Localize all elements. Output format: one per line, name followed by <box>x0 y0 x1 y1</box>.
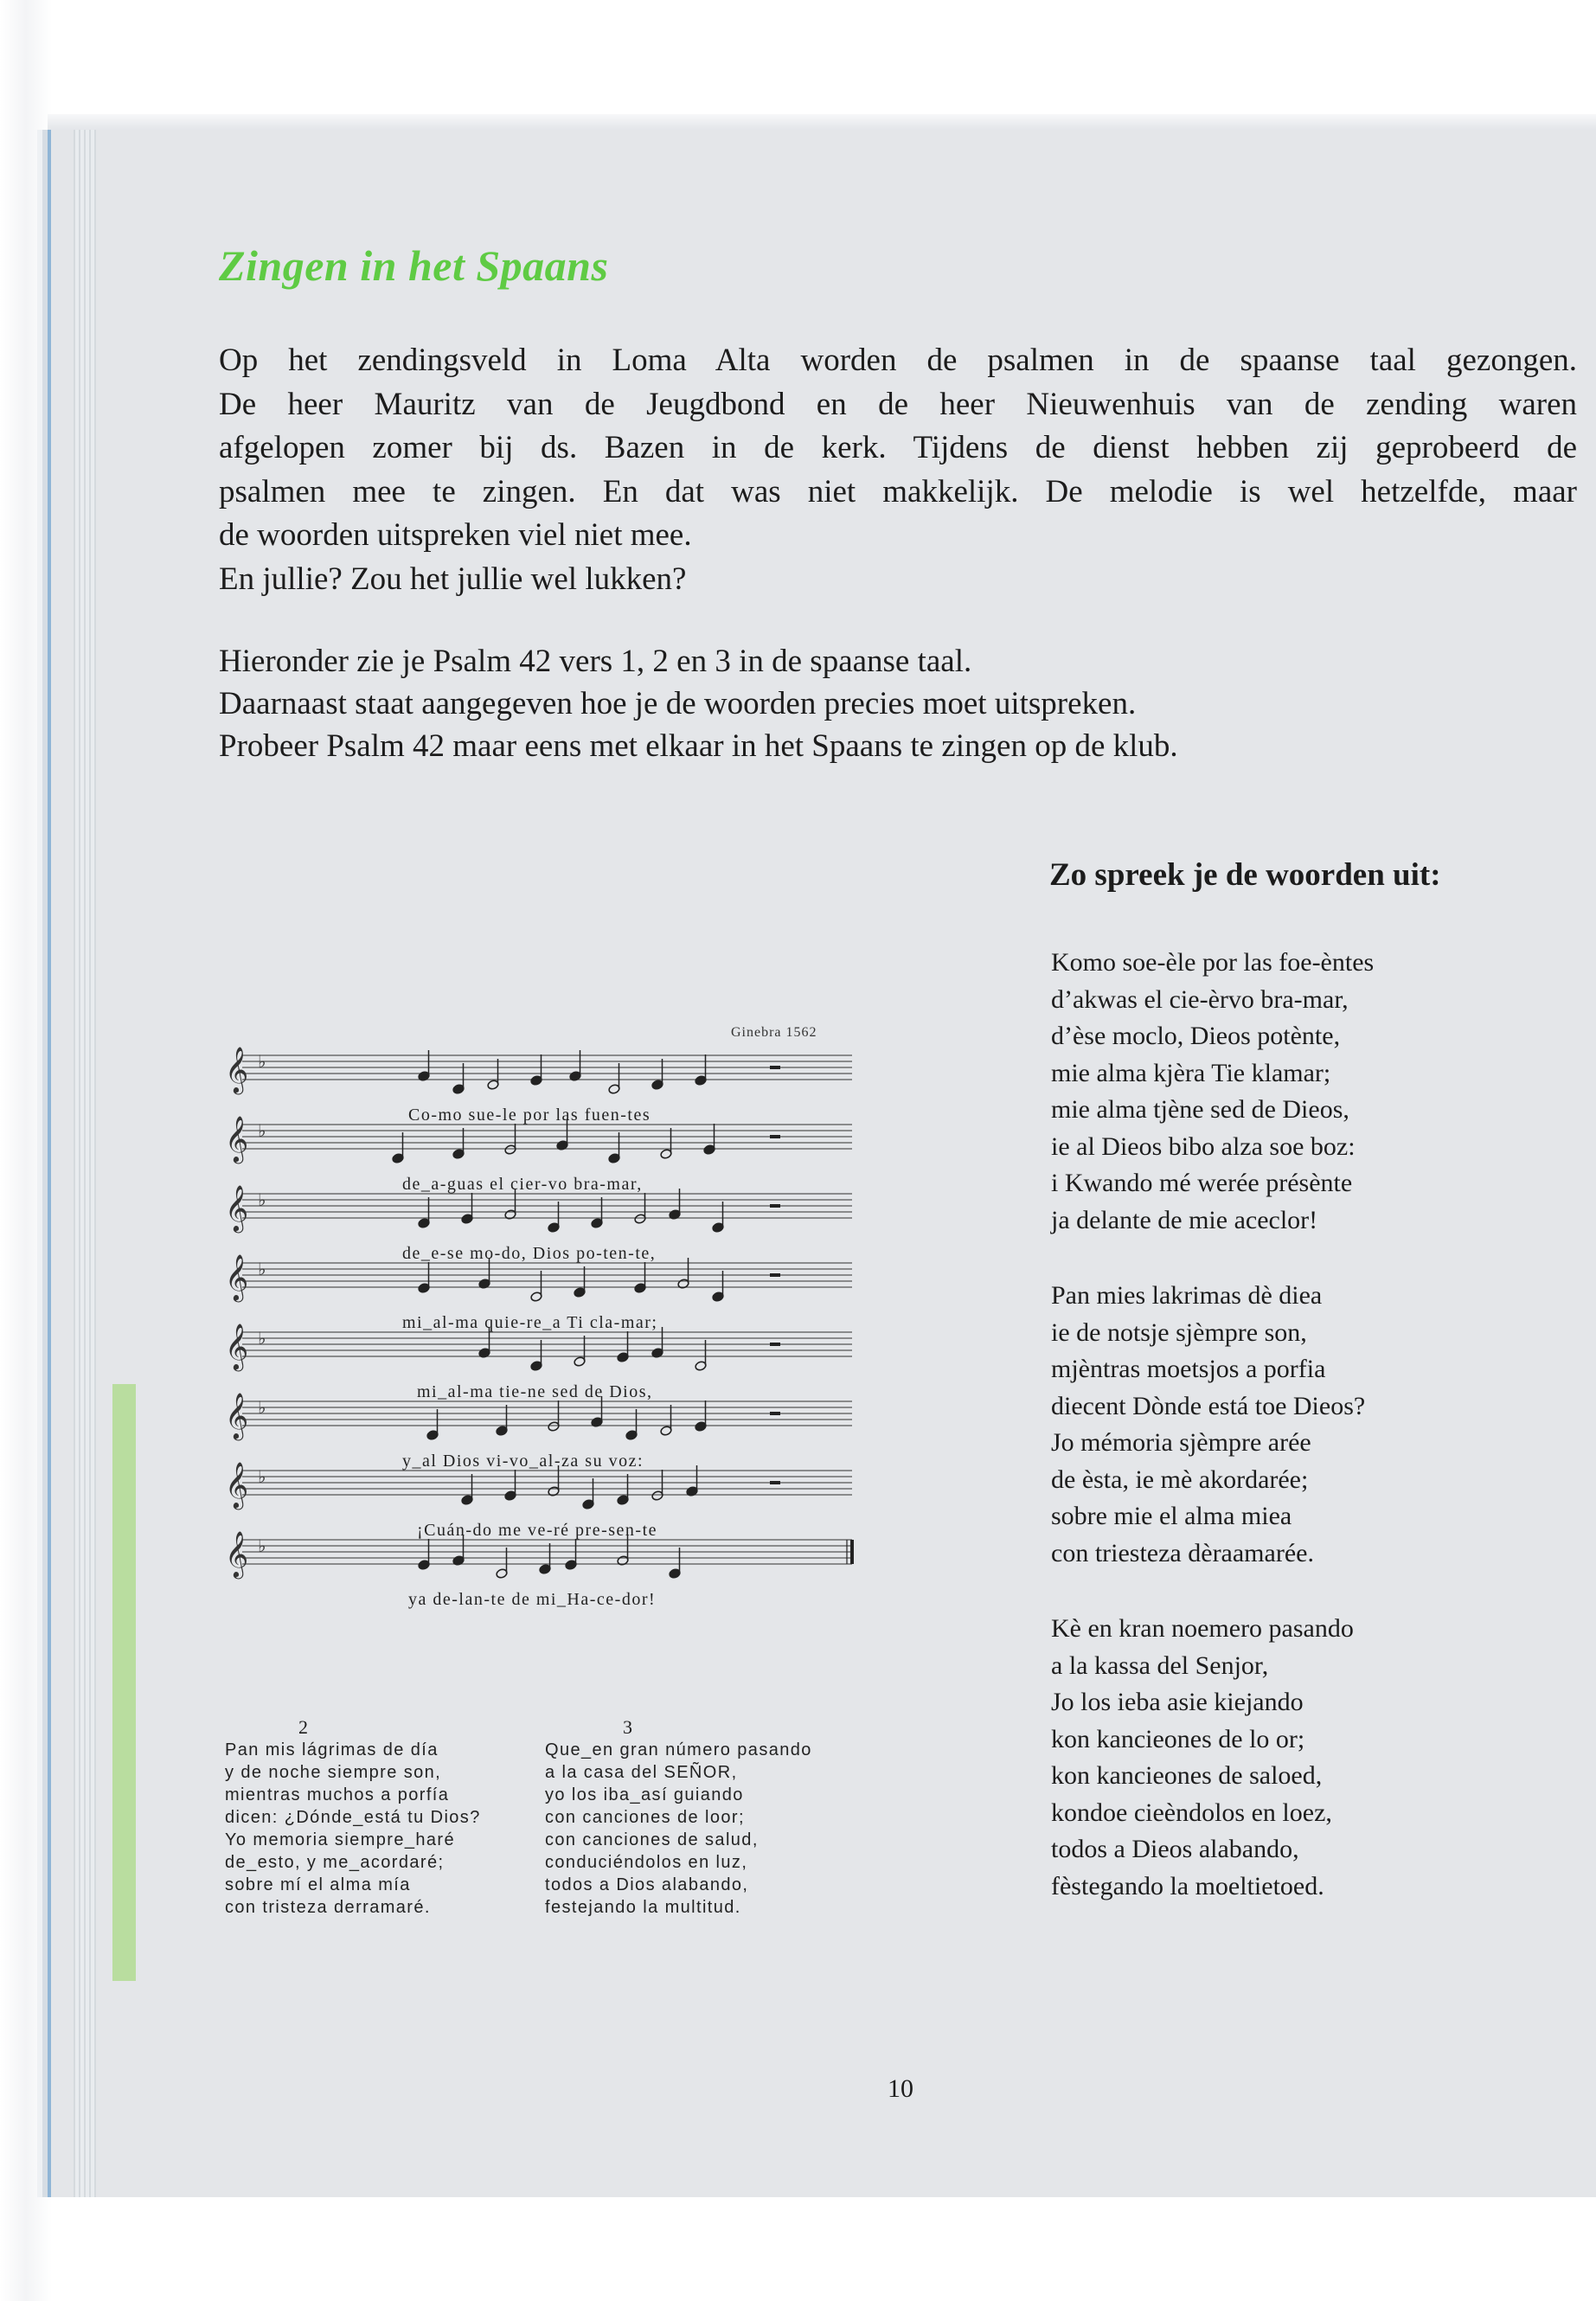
pronunciation-stanza-1 <box>1051 945 1374 1239</box>
treble-clef-icon: 𝄞 <box>225 1046 249 1093</box>
green-margin-band <box>112 1384 136 1981</box>
score-lyric-line: ¡Cuán-do me ve-ré pre-sen-te <box>417 1521 657 1540</box>
verse-line: yo los iba_así guiando <box>545 1785 744 1804</box>
pronunciation-line: todos a Dieos alabando, <box>1051 1835 1299 1863</box>
staff-drawing <box>216 1038 856 1644</box>
page-title: Zingen in het Spaans <box>219 241 609 290</box>
pronunciation-line: ja delante de mie aceclor! <box>1051 1205 1318 1234</box>
verse-line: mientras muchos a porfía <box>225 1785 450 1804</box>
score-lyric-line: mi_al-ma quie-re_a Ti cla-mar; <box>402 1313 658 1332</box>
pronunciation-heading: Zo spreek je de woorden uit: <box>1049 857 1441 893</box>
page-number: 10 <box>888 2074 913 2103</box>
verse-line: todos a Dios alabando, <box>545 1875 749 1894</box>
composer-credit: Ginebra 1562 <box>731 1025 817 1040</box>
flat-icon: ♭ <box>258 1120 266 1141</box>
intro-line: afgelopen zomer bij ds. Bazen in de kerk. Tijdens de dienst hebben zij geprobeerd de <box>219 430 1577 465</box>
pronunciation-line: mjèntras moetsjos a porfia <box>1051 1355 1326 1383</box>
pronunciation-line: Pan mies lakrimas dè diea <box>1051 1281 1323 1310</box>
rest-mark <box>770 1273 780 1277</box>
pronunciation-line: Komo soe-èle por las foe-èntes <box>1051 948 1375 977</box>
page-edge-stack <box>74 130 96 2197</box>
verse-line: a la casa del SEÑOR, <box>545 1763 738 1782</box>
treble-clef-icon: 𝄞 <box>225 1323 249 1369</box>
pronunciation-stanza-2 <box>1051 1278 1365 1572</box>
pronunciation-line: Jo mémoria sjèmpre arée <box>1051 1428 1311 1457</box>
verse-line: Yo memoria siempre_haré <box>225 1830 456 1849</box>
verse-line: conduciéndolos en luz, <box>545 1853 748 1872</box>
score-lyric-line: y_al Dios vi-vo_al-za su voz: <box>402 1452 644 1471</box>
intro-line: de woorden uitspreken viel niet mee. <box>219 517 692 553</box>
pronunciation-line: kon kancieones de lo or; <box>1051 1724 1305 1753</box>
rest-mark <box>770 1066 780 1069</box>
flat-icon: ♭ <box>258 1466 266 1487</box>
flat-icon: ♭ <box>258 1328 266 1349</box>
score-lyric-line: mi_al-ma tie-ne sed de Dios, <box>417 1382 653 1401</box>
pronunciation-line: diecent Dònde está toe Dieos? <box>1051 1391 1366 1420</box>
treble-clef-icon: 𝄞 <box>225 1461 249 1508</box>
flat-icon: ♭ <box>258 1051 266 1072</box>
instruction-line: Hieronder zie je Psalm 42 vers 1, 2 en 3 in de spaanse taal. <box>219 644 972 679</box>
pronunciation-line: kon kancieones de saloed, <box>1051 1761 1323 1790</box>
flat-icon: ♭ <box>258 1397 266 1418</box>
treble-clef-icon: 𝄞 <box>225 1253 249 1300</box>
pronunciation-line: ie al Dieos bibo alza soe boz: <box>1051 1131 1356 1161</box>
verse-line: de_esto, y me_acordaré; <box>225 1853 445 1872</box>
treble-clef-icon: 𝄞 <box>225 1392 249 1439</box>
rest-mark <box>770 1343 780 1346</box>
verse-line: y de noche siempre son, <box>225 1763 442 1782</box>
instructions-paragraph <box>219 640 1178 767</box>
verse-line: dicen: ¿Dónde_está tu Dios? <box>225 1808 481 1827</box>
pronunciation-line: con triesteza dèraamarée. <box>1051 1538 1314 1567</box>
flat-icon: ♭ <box>258 1535 266 1556</box>
pronunciation-line: sobre mie el alma miea <box>1051 1502 1292 1530</box>
score-lyric-line: de_e-se mo-do, Dios po-ten-te, <box>402 1244 657 1263</box>
verse-3 <box>545 1739 812 1919</box>
verse-2 <box>225 1739 481 1919</box>
verse-line: con canciones de salud, <box>545 1830 759 1849</box>
pronunciation-stanza-3 <box>1051 1611 1354 1905</box>
intro-line: De heer Mauritz van de Jeugdbond en de heer Nieuwenhuis van de zending waren <box>219 386 1577 422</box>
verse-line: Que_en gran número pasando <box>545 1740 812 1759</box>
pronunciation-line: ie de notsje sjèmpre son, <box>1051 1317 1307 1347</box>
pronunciation-line: i Kwando mé werée présènte <box>1051 1169 1353 1197</box>
flat-icon: ♭ <box>258 1189 266 1210</box>
intro-line: En jullie? Zou het jullie wel lukken? <box>219 561 687 597</box>
pronunciation-line: fèstegando la moeltietoed. <box>1051 1871 1324 1900</box>
rest-mark <box>770 1204 780 1208</box>
verse-line: con tristeza derramaré. <box>225 1898 431 1917</box>
verse-line: festejando la multitud. <box>545 1898 741 1917</box>
treble-clef-icon: 𝄞 <box>225 1530 249 1577</box>
verse-3-number: 3 <box>623 1716 632 1738</box>
instruction-line: Probeer Psalm 42 maar eens met elkaar in het Spaans te zingen op de klub. <box>219 728 1178 764</box>
intro-paragraph <box>219 339 1577 601</box>
rest-mark <box>770 1412 780 1415</box>
flat-icon: ♭ <box>258 1259 266 1279</box>
treble-clef-icon: 𝄞 <box>225 1184 249 1231</box>
pronunciation-line: kondoe cieèndolos en loez, <box>1051 1798 1332 1827</box>
verse-line: sobre mí el alma mía <box>225 1875 411 1894</box>
intro-line: Op het zendingsveld in Loma Alta worden de psalmen in de spaanse taal gezongen. <box>219 343 1577 378</box>
pronunciation-line: de èsta, ie mè akordarée; <box>1051 1465 1309 1494</box>
pronunciation-line: d’èse moclo, Dieos potènte, <box>1051 1022 1341 1050</box>
rest-mark <box>770 1481 780 1484</box>
pronunciation-line: d’akwas el cie-èrvo bra-mar, <box>1051 984 1349 1014</box>
score-lyric-line: de_a-guas el cier-vo bra-mar, <box>402 1175 643 1194</box>
verse-2-number: 2 <box>298 1716 308 1738</box>
verse-line: con canciones de loor; <box>545 1808 745 1827</box>
pronunciation-line: a la kassa del Senjor, <box>1051 1650 1269 1680</box>
pronunciation-line: Jo los ieba asie kiejando <box>1051 1688 1304 1716</box>
instruction-line: Daarnaast staat aangegeven hoe je de woorden precies moet uitspreken. <box>219 686 1137 721</box>
treble-clef-icon: 𝄞 <box>225 1115 249 1162</box>
pronunciation-line: mie alma tjène sed de Dieos, <box>1051 1095 1349 1124</box>
music-score <box>216 1038 856 1644</box>
intro-line: psalmen mee te zingen. En dat was niet makkelijk. De melodie is wel hetzelfde, maar <box>219 473 1577 510</box>
rest-mark <box>770 1135 780 1138</box>
pronunciation-line: Kè en kran noemero pasando <box>1051 1614 1354 1643</box>
score-lyric-line: ya de-lan-te de mi_Ha-ce-dor! <box>408 1590 657 1609</box>
verse-line: Pan mis lágrimas de día <box>225 1740 439 1759</box>
pronunciation-line: mie alma kjèra Tie klamar; <box>1051 1058 1331 1087</box>
score-lyric-line: Co-mo sue-le por las fuen-tes <box>408 1106 651 1125</box>
